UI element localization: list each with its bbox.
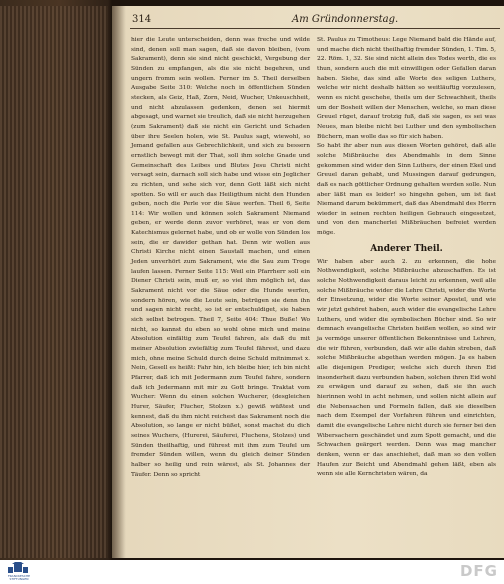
logo-text: FRANCKESCHE STIFTUNGEN [7, 574, 31, 581]
page-number: 314 [132, 14, 152, 25]
right-column-text-bottom: Wir haben aber auch 2. zu erkennen, die hohe Nothwendigkeit, solche Mißbräuche abzuschaffen. Es ist solche Nothwendigkeit daraus leicht zu erkennen, weil alle solche Mißbräuche wider die Lehre Christi, wider die Worte der Einsetzung, wider die Worte seiner Apostel, und wie wir jetzt gehöret haben, auch wider die evangelische Lehre Luthers, und wider die symbolischen Bücher sind. So wir demnach evangelische Christen heißen wollen, so sind wir ja vermöge unserer öffentlichen Bekenntnisse und Lehren, die wir führen, verbunden, daß wir alle dahin streben, daß solche Mißbräuche abgethan werden mögen. Ja es haben alle diejenigen Prediger, welche sich durch ihren Eid insonderheit dazu verbunden haben, solchen ihren Eid wohl zu erwägen und darauf zu sehen, daß sie ihn auch hierinnen wohl in acht nehmen, und sollen nicht allein auf die Nebensachen und Formeln fallen, daß sie dieselben nach dem Exempel der Vorfahren führen und einrichten, damit die evangelische Lehre nicht durch sie ferner bei den Wibersachern geschändet und zum Spott gemacht, und die Schwachen geärgert werden. Denn was mag mancher denken, wenn er das anschiehet, daß man so den vollen Haufen zur Beicht und Abendmahl gehen läßt, eben als wenn sie alle Kernchristen wären, da [317, 258, 496, 478]
running-head [112, 10, 504, 28]
right-column-text-middle: So habt ihr aber nun aus diesen Worten gehöret, daß alle solche Mißbräuche des Abendmahls in dem Sinne gekommen sind wider den Sinn Luthers, der einen Ekel und Greuel daran gehabt, und Mussingen darauf gedrungen, daß es nach göttlicher Ordnung gehalten werden solle. Nun aber läßt man es leider! so hingehn gehen, um ist fast Niemand darum bekümmert, daß das Abendmahl des Herrn wieder in seinen rechten heiligen Gebrauch eingesetzet, und von den mancherlei Mißbräuchen befreiet werden möge. [317, 143, 496, 237]
page-edges [0, 6, 108, 558]
section-heading: Anderer Theil. [370, 243, 443, 254]
right-column [317, 36, 496, 480]
dfg-mark: DFG [459, 562, 498, 580]
header-rule [130, 28, 500, 29]
right-column-text-top: St. Paulus zu Timotheus: Lege Niemand bald die Hände auf, und mache dich nicht theilhaftig fremder Sünden, 1. Tim. 5, 22. Röm. 1, 32. Sie sind nicht allein des Todes werth, die es thun, sondern auch die mit einwilligen oder Gefallen daran haben. Siehe, das sind alle Worte des seligen Luthers, welche wir nicht deshalb hätten so weitläuftig vorzulesen, wenn es nicht geschehe, theils um der Schwachheit, theils um der Bosheit willen der Menschen, welche, so man diese Greuel rüget, darauf trotzig fuß, daß sie sagen, es sei was Neues, man bleibe nicht bei Luther und den symbolischen Büchern, man wolle das so für sich haben. [317, 37, 496, 140]
footer-strip [0, 560, 504, 584]
book-page [112, 6, 504, 558]
running-title: Am Gründonnerstag. [292, 14, 399, 25]
gutter-shadow [112, 6, 126, 558]
left-column-text: hier die Leute unterscheiden, denn was freche und wilde sind, denen soll man sagen, daß sie davon bleiben, (vom Sakrament), denn sie sind nicht geschickt, Vergebung der Sünden zu empfangen, als die sie nicht begehren, und ungern fromm sein wollen. Ferner im 5. Theil derselben Ausgabe Seite 310: Welche noch in öffentlichen Sünden stecken, als Geiz, Haß, Zorn, Neid, Wucher, Unkeuschheit, und nicht abzulassen gedenken, denen sei hiermit abgesagt, und warnet sie treulich, daß sie nicht herzugehen (zum Sakrament) daß sie nicht ein Gericht und Schaden über ihre Seelen holen, wie St. Paulus sagt, wiewohl, so Jemand gefallen aus Gebrechlichkeit, und sich zu bessern ernstlich bewegt mit der That, soll ihm solche Gnade und Gemeinschaft des Leibes und Blutes Jesu Christi nicht versagt sein, darnach soll sich habe und wisse ein Jeglicher zu richten, und sehe sich vor, denn Gott läßt sich nicht spotten. So will er auch das Heiligthum nicht den Hunden geben, noch die Perle vor die Säue werfen. Theil 6, Seite 114: Wir wollen und können solch Sakrament Niemand geben, er werde denn zuvor verhöret, was er von dem Katechismus gelernet habe, und ob er wolle von Sünden los sein, die er dawider gethan hat. Denn wir wollen aus Christi Kirche nicht einen Saustall machen, und einen Jeden unverhört zum Sakrament, wie die Sau zum Troge laufen lassen. Ferner Seite 115: Weil ein Pfarrherr soll ein Diener Christi sein, muß er, so viel ihm möglich ist, das Sakrament nicht vor die Säue oder die Hunde werfen, sondern hören, wie die Leute sein, betrügen sie denn ihn und sagen nicht recht, so ist er entschuldiget, sie haben sich selbst betrogen. Theil 7, Seite 404: Thue Buße! Wo nicht, so kannst du eben so wohl ohne mich und meine Absolution einfältig zum Teufel fahren, als daß du mit meiner Absolution zwiefältig zum Teufel fährest, und dazu mich, ohne meine Schuld durch deine Schuld mitnimmst x. Nein, Gesell es heißt: Fahr hin, ich bleibe hier, ich bin nicht Pfarrer, daß ich mit Jedermann zum Teufel fahre, sondern daß ich Jedermann mit mir zu Gott bringe. Traktat vom Wucher: Wenn du einen solchen Wucherer, (desgleichen Hurer, Säufer, Flucher, Stolzen x.) gewiß wüßtest und kennest, daß du ihm nicht reichest das Sakrament noch die Absolution, so lange er nicht büßet, sonst machst du dich seines Wuchers, (Hurerei, Säuferei, Fluchens, Stolzes) und Sünden theilhaftig, und führest mit ihm zum Teufel um fremder Sünden willen, wenn du gleich deiner Sünden halber so heilig und rein wärest, als St. Johannes der Täufer. Denn so spricht [131, 37, 310, 478]
left-column [131, 36, 310, 480]
